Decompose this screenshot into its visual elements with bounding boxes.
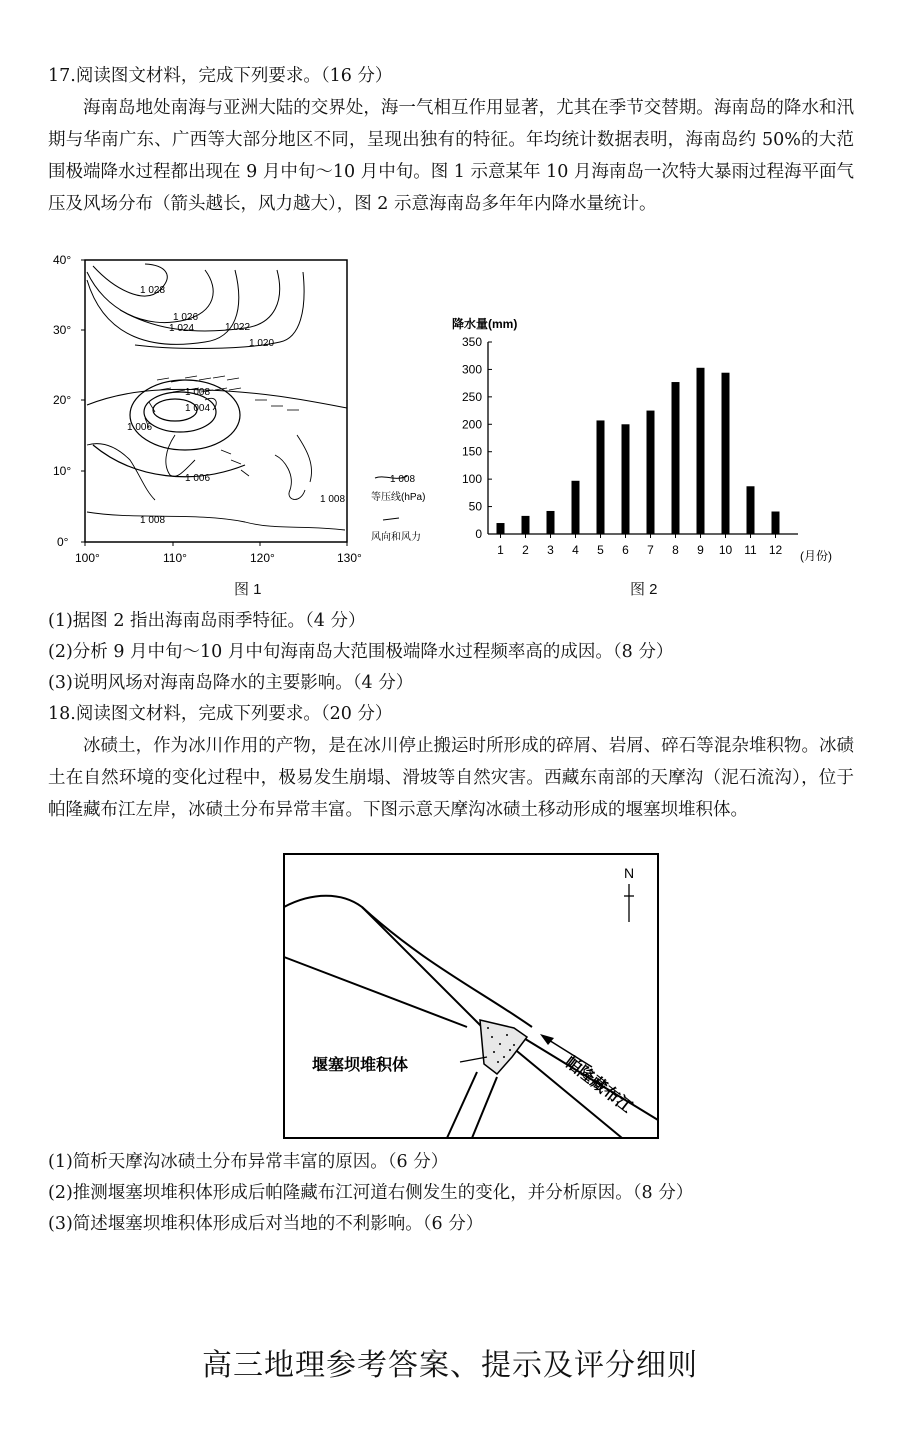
chart-x-tick-label: 6 <box>622 543 629 557</box>
chart-x-tick-label: 2 <box>522 543 529 557</box>
isobar-label: 1 006 <box>127 422 153 433</box>
lat-label: 10° <box>53 464 72 478</box>
chart-y-tick-label: 350 <box>461 335 482 349</box>
chart-ylabel: 降水量(mm) <box>452 317 518 331</box>
chart-bar <box>597 420 605 534</box>
lat-label: 0° <box>57 535 69 549</box>
chart-bar <box>522 516 530 534</box>
lat-label: 30° <box>53 323 72 337</box>
chart-bar <box>622 424 630 534</box>
lon-label: 130° <box>337 551 362 565</box>
chart-y-tick-label: 0 <box>475 527 482 541</box>
isobar-label: 1 026 <box>173 312 199 323</box>
isobar-label: 1 028 <box>140 285 166 296</box>
legend-wind: 风向和风力 <box>371 532 421 543</box>
q18-paragraph: 冰碛土，作为冰川作用的产物，是在冰川停止搬运时所形成的碎屑、岩屑、碎石等混杂堆积物。冰碛土在自然环境的变化过程中，极易发生崩塌、滑坡等自然灾害。西藏东南部的天摩沟（泥石流沟），位于帕隆藏布江左岸，冰碛土分布异常丰富。下图示意天摩沟冰碛土移动形成的堰塞坝堆积体。 <box>48 736 854 820</box>
dam-label: 堰塞坝堆积体 <box>312 1057 409 1074</box>
chart-xlabel: (月份) <box>800 549 832 563</box>
answer-key-title: 高三地理参考答案、提示及评分细则 <box>202 1348 698 1383</box>
isobar-label: 1 008 <box>320 494 346 505</box>
lat-label: 40° <box>53 253 72 267</box>
q18-question-1: (1)简析天摩沟冰碛土分布异常丰富的原因。（6 分） <box>48 1152 449 1172</box>
river-label: 帕隆藏布江 <box>561 1053 636 1117</box>
lon-label: 120° <box>250 551 275 565</box>
chart-x-tick-label: 9 <box>697 543 704 557</box>
chart-x-tick-label: 1 <box>497 543 504 557</box>
chart-bar <box>547 511 555 534</box>
q17-question-1: (1)据图 2 指出海南岛雨季特征。（4 分） <box>48 611 366 631</box>
isobar-label: 1 022 <box>225 322 251 333</box>
chart-x-tick-label: 3 <box>547 543 554 557</box>
lon-label: 110° <box>163 551 187 565</box>
chart-x-tick-label: 5 <box>597 543 604 557</box>
chart-x-tick-label: 7 <box>647 543 654 557</box>
figure-1-caption: 图 1 <box>234 581 262 598</box>
isobar-label: 1 006 <box>185 473 211 484</box>
figure-3-dam-map <box>282 852 662 1142</box>
q17-title: 17.阅读图文材料，完成下列要求。（16 分） <box>48 66 393 86</box>
isobar-label: 1 004 <box>185 403 211 414</box>
figure-1-pressure-map <box>45 250 440 585</box>
chart-x-tick-label: 12 <box>768 543 783 557</box>
chart-bar <box>772 512 780 534</box>
chart-bar <box>647 411 655 534</box>
figure-2-caption: 图 2 <box>630 581 658 598</box>
chart-y-tick-label: 250 <box>461 389 482 404</box>
lon-label: 100° <box>75 551 100 565</box>
chart-y-tick-label: 100 <box>461 472 482 487</box>
chart-x-tick-label: 8 <box>672 543 679 557</box>
q18-question-3: (3)简述堰塞坝堆积体形成后对当地的不利影响。（6 分） <box>48 1214 484 1234</box>
chart-y-tick-label: 200 <box>461 417 482 432</box>
chart-bar <box>572 481 580 534</box>
legend-isobar-value: 1 008 <box>390 474 416 485</box>
q18-question-2: (2)推测堰塞坝堆积体形成后帕隆藏布江河道右侧发生的变化，并分析原因。（8 分） <box>48 1183 694 1203</box>
q17-paragraph: 海南岛地处南海与亚洲大陆的交界处，海一气相互作用显著，尤其在季节交替期。海南岛的降水和汛期与华南广东、广西等大部分地区不同，呈现出独有的特征。年均统计数据表明，海南岛约 50%的大范围极端降水过程都出现在 9 月中旬～10 月中旬。图 1 示意某年 10 月海南岛一次特大暴雨过程海平面气压及风场分布（箭头越长，风力越大），图 2 示意海南岛多年年内降水量统计。 <box>48 98 854 214</box>
chart-y-tick-label: 300 <box>461 362 482 377</box>
chart-bar <box>722 373 730 534</box>
isobar-label: 1 008 <box>140 515 166 526</box>
chart-bar <box>672 382 680 534</box>
lat-label: 20° <box>53 393 72 407</box>
north-label: N <box>624 865 635 881</box>
q17-question-3: (3)说明风场对海南岛降水的主要影响。（4 分） <box>48 673 414 693</box>
chart-bar <box>497 523 505 534</box>
chart-y-tick-label: 150 <box>461 444 482 459</box>
chart-bar <box>697 368 705 534</box>
figure-2-rainfall-chart <box>440 312 860 572</box>
isobar-label: 1 008 <box>185 387 211 398</box>
chart-x-tick-label: 4 <box>572 543 579 557</box>
chart-x-tick-label: 11 <box>744 543 757 557</box>
chart-x-tick-label: 10 <box>718 543 733 557</box>
chart-bar <box>747 486 755 534</box>
q17-question-2: (2)分析 9 月中旬～10 月中旬海南岛大范围极端降水过程频率高的成因。（8 分） <box>48 642 674 662</box>
q18-title: 18.阅读图文材料，完成下列要求。（20 分） <box>48 704 393 724</box>
isobar-label: 1 020 <box>249 338 275 349</box>
isobar-label: 1 024 <box>169 323 195 334</box>
chart-y-tick-label: 50 <box>468 499 482 514</box>
legend-isobar: 等压线(hPa) <box>371 492 426 503</box>
